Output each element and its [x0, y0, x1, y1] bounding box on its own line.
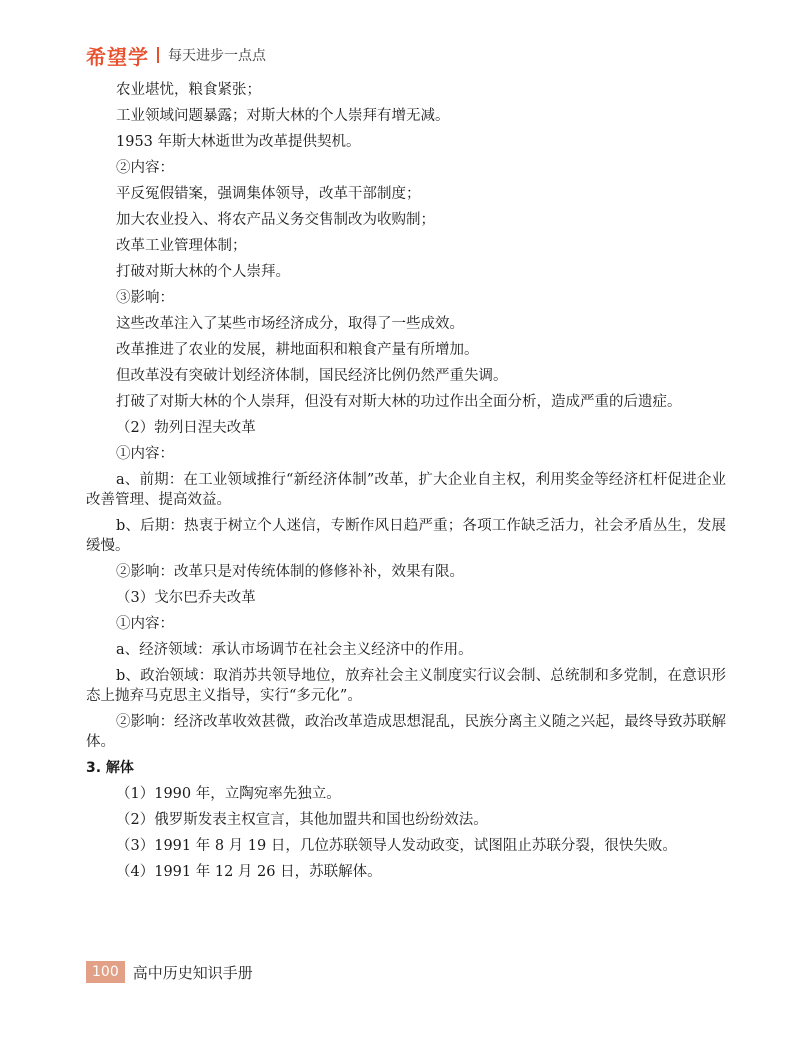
text-line: （2）勃列日涅夫改革 — [116, 420, 256, 436]
text-line: ③影响： — [116, 290, 174, 306]
text-line: （2）俄罗斯发表主权宣言，其他加盟共和国也纷纷效法。 — [116, 812, 488, 828]
text-line: ②影响：改革只是对传统体制的修修补补，效果有限。 — [116, 564, 464, 580]
text-line: 改革推进了农业的发展，耕地面积和粮食产量有所增加。 — [116, 342, 479, 358]
book-title: 高中历史知识手册 — [132, 963, 253, 982]
header-divider — [157, 47, 159, 63]
brand-logo: 希望学 — [86, 44, 149, 69]
text-line: 1953 年斯大林逝世为改革提供契机。 — [116, 134, 361, 150]
header-slogan: 每天进步一点点 — [168, 48, 266, 64]
text-line: 加大农业投入、将农产品义务交售制改为收购制； — [116, 212, 435, 228]
text-line: b、政治领域：取消苏共领导地位，放弃社会主义制度实行议会制、总统制和多党制，在意识形态上抛弃马克思主义指导，实行“多元化”。 — [86, 668, 726, 704]
page-body — [86, 80, 726, 888]
text-line: （3）戈尔巴乔夫改革 — [116, 590, 256, 606]
text-line: a、经济领域：承认市场调节在社会主义经济中的作用。 — [116, 642, 473, 658]
text-line: 打破了对斯大林的个人崇拜，但没有对斯大林的功过作出全面分析，造成严重的后遗症。 — [116, 394, 682, 410]
page-header — [86, 42, 266, 68]
page-footer — [86, 961, 253, 983]
text-line: ②内容： — [116, 160, 174, 176]
text-line: 工业领域问题暴露；对斯大林的个人崇拜有增无减。 — [116, 108, 450, 124]
text-line: ①内容： — [116, 616, 174, 632]
text-line: 农业堪忧，粮食紧张； — [116, 82, 261, 98]
text-line: 打破对斯大林的个人崇拜。 — [116, 264, 290, 280]
text-line: 改革工业管理体制； — [116, 238, 247, 254]
text-line: 3. 解体 — [86, 760, 134, 776]
text-line: 但改革没有突破计划经济体制，国民经济比例仍然严重失调。 — [116, 368, 508, 384]
text-line: ②影响：经济改革收效甚微，政治改革造成思想混乱，民族分离主义随之兴起，最终导致苏联解体。 — [86, 714, 726, 750]
text-line: ①内容： — [116, 446, 174, 462]
text-line: （1）1990 年，立陶宛率先独立。 — [116, 786, 341, 802]
text-line: 这些改革注入了某些市场经济成分，取得了一些成效。 — [116, 316, 464, 332]
page-number: 100 — [86, 961, 125, 983]
text-line: （4）1991 年 12 月 26 日，苏联解体。 — [116, 864, 382, 880]
text-line: a、前期：在工业领域推行“新经济体制”改革，扩大企业自主权，利用奖金等经济杠杆促进企业改善管理、提高效益。 — [86, 472, 726, 508]
text-line: 平反冤假错案，强调集体领导，改革干部制度； — [116, 186, 421, 202]
text-line: （3）1991 年 8 月 19 日，几位苏联领导人发动政变，试图阻止苏联分裂，很快失败。 — [116, 838, 677, 854]
text-line: b、后期：热衷于树立个人迷信，专断作风日趋严重；各项工作缺乏活力，社会矛盾丛生，发展缓慢。 — [86, 518, 726, 554]
